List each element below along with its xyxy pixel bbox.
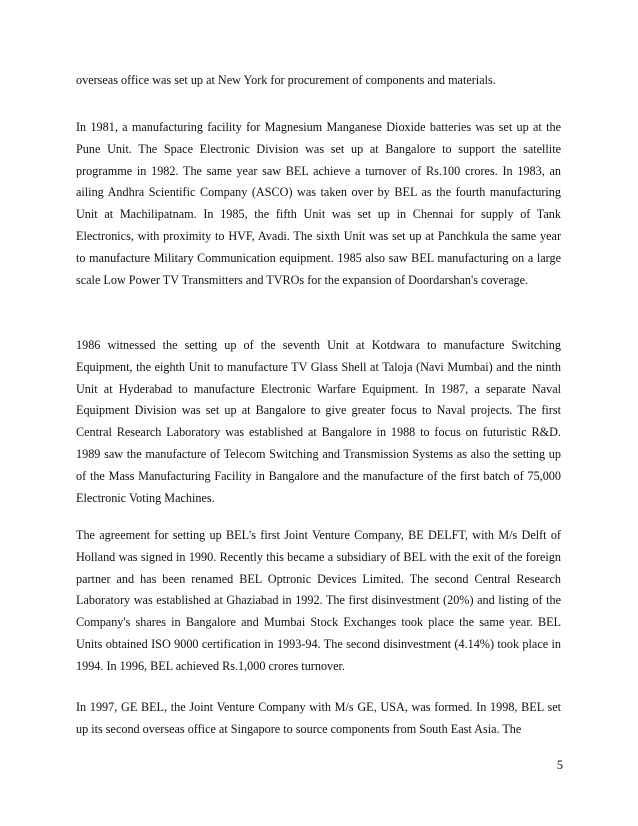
paragraph-1986-1989: 1986 witnessed the setting up of the seventh Unit at Kotdwara to manufacture Switching Equipment, the eighth Unit to manufacture TV Glass Shell at Taloja (Navi Mumbai) and the ninth Unit at Hyderabad to manufacture Electronic Warfare Equipment. In 1987, a separate Naval Equipment Division was set up at Bangalore to give greater focus to Naval projects. The first Central Research Laboratory was established at Bangalore in 1988 to focus on futuristic R&D. 1989 saw the manufacture of Telecom Switching and Transmission Systems as also the setting up of the Mass Manufacturing Facility in Bangalore and the manufacture of the first batch of 75,000 Electronic Voting Machines. [76, 338, 561, 505]
page-number: 5 [556, 758, 563, 772]
paragraph-1981-1985: In 1981, a manufacturing facility for Magnesium Manganese Dioxide batteries was set up at the Pune Unit. The Space Electronic Division was set up at Bangalore to support the satellite programme in 1982. The same year saw BEL achieve a turnover of Rs.100 crores. In 1983, an ailing Andhra Scientific Company (ASCO) was taken over by BEL as the fourth manufacturing Unit at Machilipatnam. In 1985, the fifth Unit was set up in Chennai for supply of Tank Electronics, with proximity to HVF, Avadi. The sixth Unit was set up at Panchkula the same year to manufacture Military Communication equipment. 1985 also saw BEL manufacturing on a large scale Low Power TV Transmitters and TVROs for the expansion of Doordarshan's coverage. [76, 120, 561, 287]
paragraph-1997-1998: In 1997, GE BEL, the Joint Venture Company with M/s GE, USA, was formed. In 1998, BEL set up its second overseas office at Singapore to source components from South East Asia. The [76, 700, 561, 736]
paragraph-overseas-office: overseas office was set up at New York for procurement of components and materials. [76, 73, 496, 87]
paragraph-1990-1996: The agreement for setting up BEL's first Joint Venture Company, BE DELFT, with M/s Delft of Holland was signed in 1990. Recently this became a subsidiary of BEL with the exit of the foreign partner and has been renamed BEL Optronic Devices Limited. The second Central Research Laboratory was established at Ghaziabad in 1992. The first disinvestment (20%) and listing of the Company's shares in Bangalore and Mumbai Stock Exchanges took place the same year. BEL Units obtained ISO 9000 certification in 1993-94. The second disinvestment (4.14%) took place in 1994. In 1996, BEL achieved Rs.1,000 crores turnover. [76, 528, 561, 673]
